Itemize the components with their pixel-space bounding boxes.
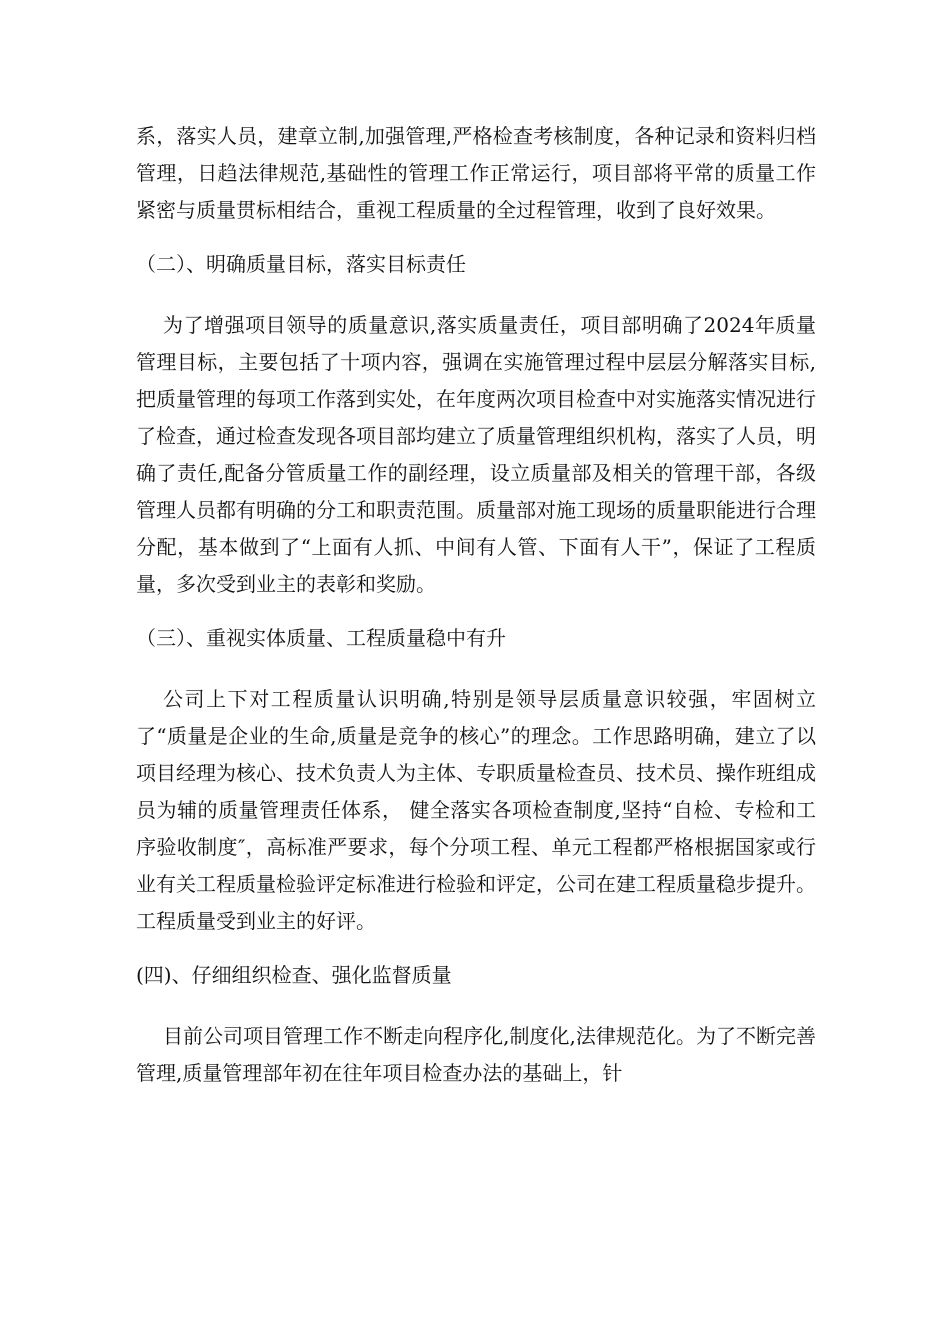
section-heading-3: （三）、重视实体质量、工程质量稳中有升 xyxy=(136,626,506,650)
spacer xyxy=(136,994,816,1018)
spacer xyxy=(136,657,816,681)
document-body xyxy=(136,118,816,1092)
spacer xyxy=(136,603,816,620)
section-heading-2: （二）、明确质量目标，落实目标责任 xyxy=(136,252,466,276)
spacer xyxy=(136,229,816,246)
spacer xyxy=(136,940,816,957)
spacer xyxy=(136,283,816,307)
paragraph-intro: 系，落实人员，建章立制,加强管理,严格检查考核制度，各种记录和资料归档管理，日趋法律规范,基础性的管理工作正常运行，项目部将平常的质量工作紧密与质量贯标相结合，重视工程质量的全过程管理，收到了良好效果。 xyxy=(136,124,816,222)
section-heading-4: (四)、仔细组织检查、强化监督质量 xyxy=(136,963,452,987)
paragraph-section-3: 公司上下对工程质量认识明确,特别是领导层质量意识较强，牢固树立了“质量是企业的生命,质量是竞争的核心”的理念。工作思路明确，建立了以项目经理为核心、技术负责人为主体、专职质量检查员、技术员、操作班组成员为辅的质量管理责任体系， 健全落实各项检查制度,坚持“自检、专检和工序验收制度″，高标准严要求，每个分项工程、单元工程都严格根据国家或行业有关工程质量检验评定标准进行检验和评定，公司在建工程质量稳步提升。工程质量受到业主的好评。 xyxy=(136,687,816,933)
paragraph-section-4: 目前公司项目管理工作不断走向程序化,制度化,法律规范化。为了不断完善管理,质量管理部年初在往年项目检查办法的基础上，针 xyxy=(136,1024,816,1085)
paragraph-section-2: 为了增强项目领导的质量意识,落实质量责任，项目部明确了2024年质量管理目标，主要包括了十项内容，强调在实施管理过程中层层分解落实目标,把质量管理的每项工作落到实处，在年度两次项目检查中对实施落实情况进行了检查，通过检查发现各项目部均建立了质量管理组织机构，落实了人员，明确了责任,配备分管质量工作的副经理，设立质量部及相关的管理干部，各级管理人员都有明确的分工和职责范围。质量部对施工现场的质量职能进行合理分配，基本做到了“上面有人抓、中间有人管、下面有人干”，保证了工程质量，多次受到业主的表彰和奖励。 xyxy=(136,313,816,596)
